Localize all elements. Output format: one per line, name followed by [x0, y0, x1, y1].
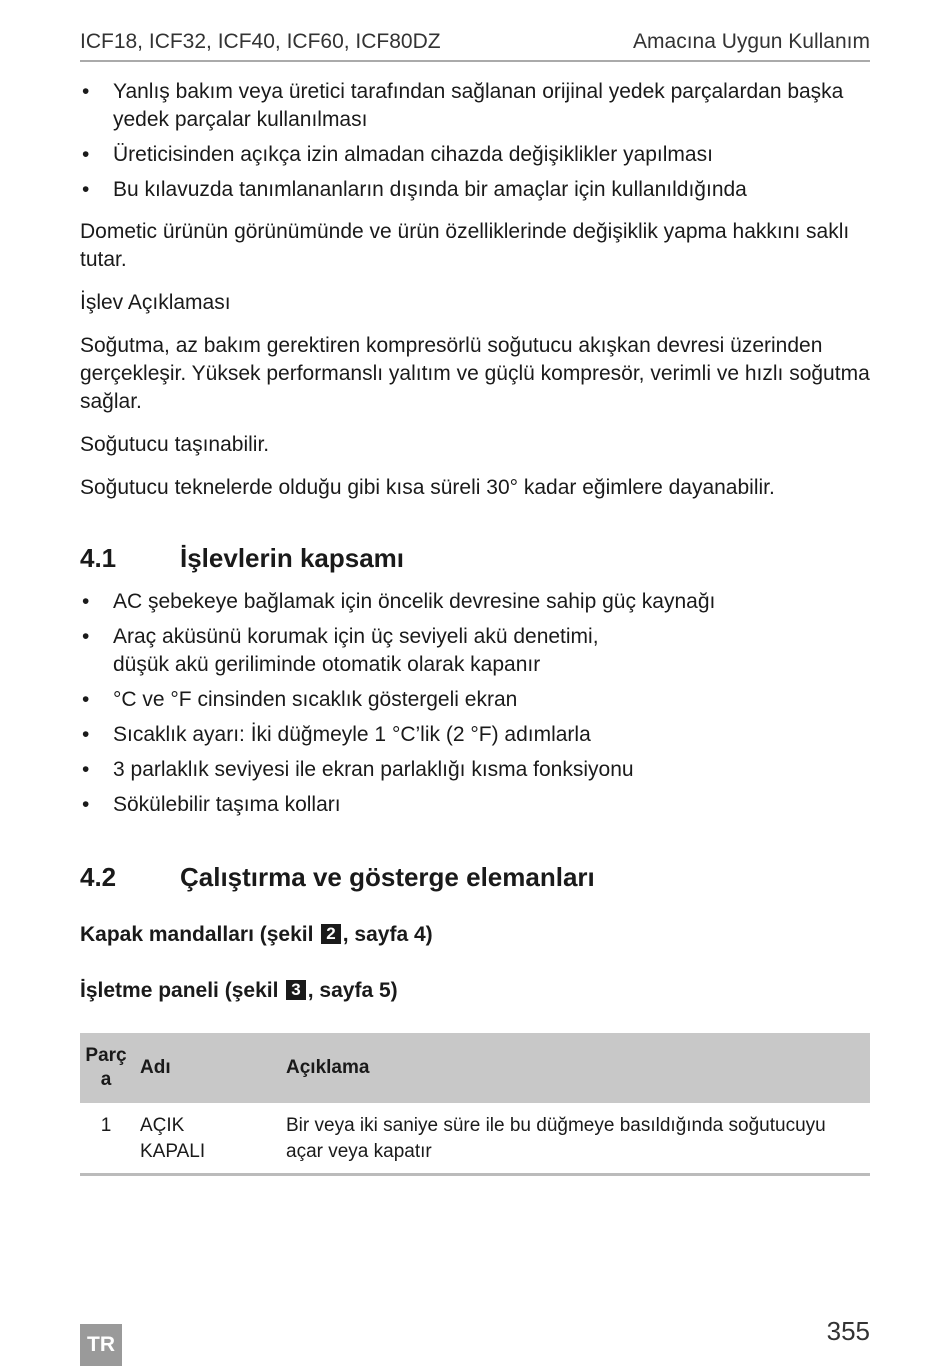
list-item: • Sökülebilir taşıma kolları — [82, 793, 341, 816]
list-item: • Yanlış bakım veya üretici tarafından sağlanan orijinal yedek parçalardan başka yedek parçalar kullanılması — [82, 80, 844, 131]
section-number: 4.2 — [80, 862, 117, 892]
paragraph-tilt: Soğutucu teknelerde olduğu gibi kısa süreli 30° kadar eğimlere dayanabilir. — [80, 476, 775, 499]
page-content — [80, 78, 870, 1176]
header-models: ICF18, ICF32, ICF40, ICF60, ICF80DZ — [80, 30, 441, 53]
parts-table — [80, 1033, 870, 1176]
list-item: • Bu kılavuzda tanımlananların dışında bir amaçlar için kullanıldığında — [82, 178, 747, 201]
paragraph-rights: Dometic ürünün görünümünde ve ürün özelliklerinde değişiklik yapma hakkını saklı tutar. — [80, 220, 850, 271]
figure-ref-badge: 3 — [286, 980, 305, 1000]
section-title: İşlevlerin kapsamı — [180, 543, 405, 573]
intro-bullet-list — [80, 78, 870, 204]
page-number: 355 — [826, 1316, 870, 1346]
column-header-part: Parç a — [80, 1033, 132, 1103]
column-header-description: Açıklama — [278, 1033, 870, 1103]
list-item: • Araç aküsünü korumak için üç seviyeli akü denetimi, düşük akü geriliminde otomatik olarak kapanır — [82, 625, 599, 676]
list-item: • Üreticisinden açıkça izin almadan cihazda değişiklikler yapılması — [82, 143, 713, 166]
section-title: Çalıştırma ve gösterge elemanları — [180, 862, 595, 892]
paragraph-function-heading: İşlev Açıklaması — [80, 291, 231, 314]
cell-part: 1 — [80, 1103, 132, 1175]
section-number: 4.1 — [80, 543, 117, 573]
language-badge: TR — [80, 1324, 122, 1366]
list-item: • 3 parlaklık seviyesi ile ekran parlaklığı kısma fonksiyonu — [82, 758, 634, 781]
list-item: • Sıcaklık ayarı: İki düğmeyle 1 °C’lik (2 °F) adımlarla — [82, 723, 591, 746]
list-item: • AC şebekeye bağlamak için öncelik devresine sahip güç kaynağı — [82, 590, 716, 613]
table-header-row — [80, 1033, 870, 1103]
features-bullet-list — [80, 588, 870, 819]
page-header — [80, 30, 870, 62]
section-heading-4-2 — [80, 861, 870, 893]
cell-name: AÇIK KAPALI — [132, 1103, 278, 1175]
header-section: Amacına Uygun Kullanım — [633, 30, 870, 53]
paragraph-cooling: Soğutma, az bakım gerektiren kompresörlü soğutucu akışkan devresi üzerinden gerçekleşir. Yüksek performanslı yalıtım ve güçlü kompresör, verimli ve hızlı soğutma sağlar. — [80, 334, 870, 413]
cell-description: Bir veya iki saniye süre ile bu düğmeye basıldığında soğutucuyu açar veya kapatır — [278, 1103, 870, 1175]
figure-ref-badge: 2 — [321, 924, 340, 944]
subheading-operating-panel: İşletme paneli (şekil 3 , sayfa 5) — [80, 979, 398, 1002]
table-row — [80, 1103, 870, 1175]
subheading-lid-latches: Kapak mandalları (şekil 2 , sayfa 4) — [80, 923, 433, 946]
list-item: • °C ve °F cinsinden sıcaklık göstergeli ekran — [82, 688, 518, 711]
paragraph-portable: Soğutucu taşınabilir. — [80, 433, 270, 456]
section-heading-4-1 — [80, 542, 870, 574]
column-header-name: Adı — [132, 1033, 278, 1103]
